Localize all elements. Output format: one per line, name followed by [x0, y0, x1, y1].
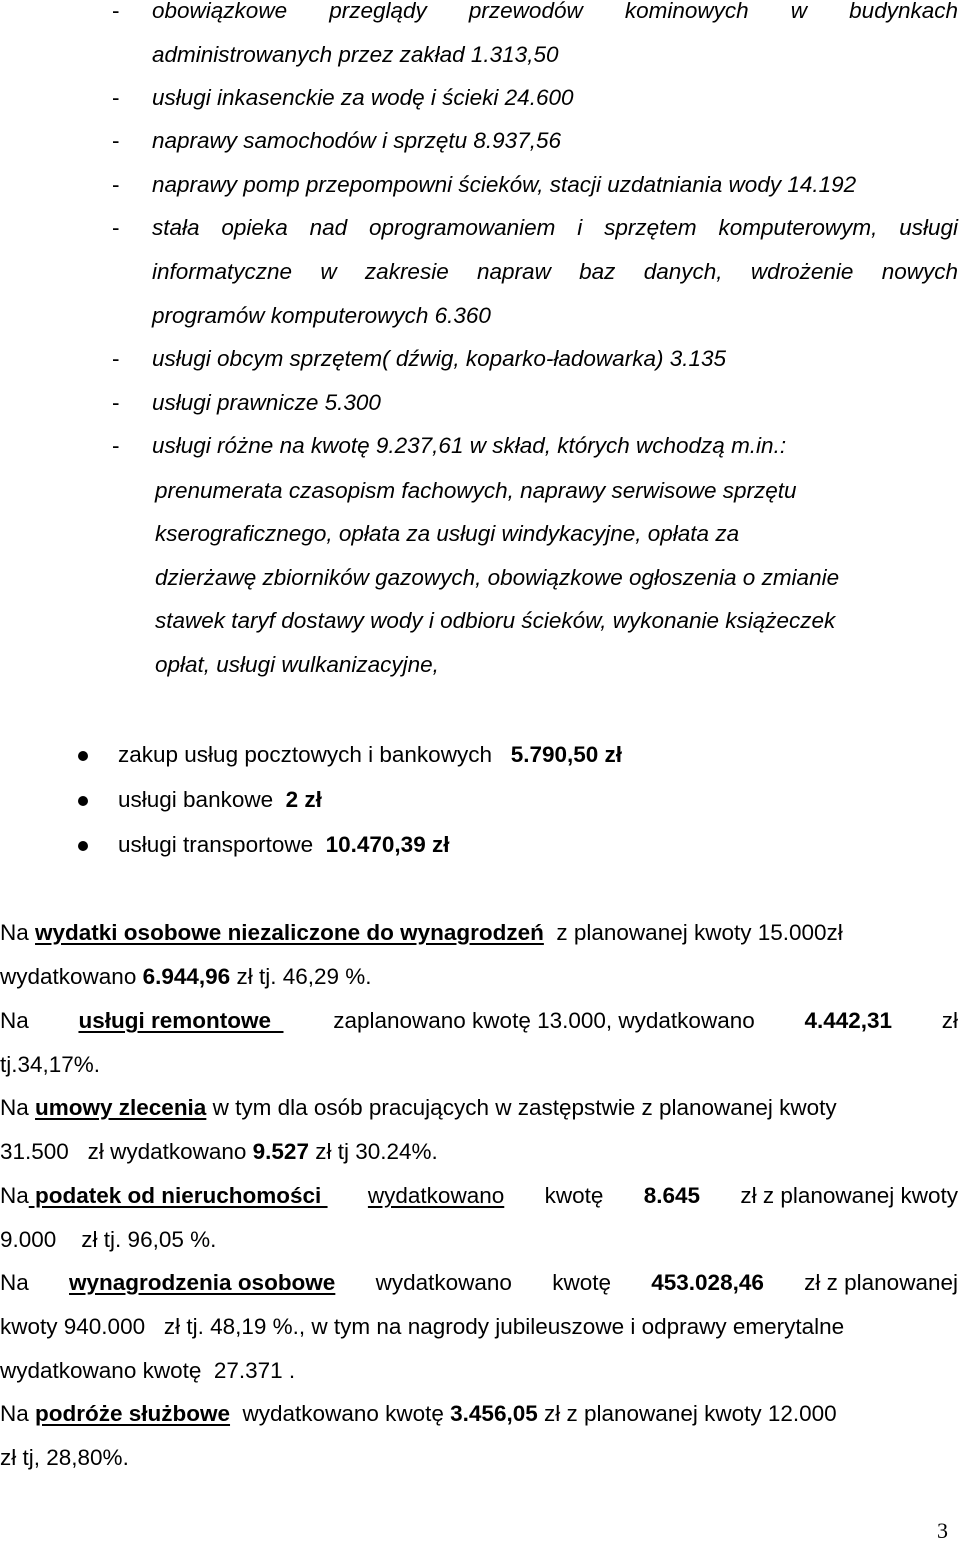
list-item-text: obowiązkowe przeglądy przewodów kominowych w budynkach [152, 0, 958, 23]
bullet-icon [78, 751, 88, 761]
continuation-line [0, 476, 960, 506]
list-item [0, 83, 960, 113]
paragraph-text: zł z planowanej [804, 1270, 958, 1295]
list-item [0, 213, 960, 243]
paragraph-text: zł tj. 46,29 %. [230, 964, 372, 989]
bullet-item [0, 740, 960, 770]
bullet-icon [78, 796, 88, 806]
bullet-value: 2 zł [285, 787, 322, 812]
list-item [0, 126, 960, 156]
list-item-text: usługi inkasenckie za wodę i ścieki 24.600 [152, 85, 574, 110]
bullet-value: 5.790,50 zł [510, 742, 623, 767]
paragraph-text: 31.500 zł wydatkowano [0, 1139, 253, 1164]
list-item-text: informatyczne w zakresie napraw baz danych, wdrożenie nowych [152, 259, 958, 284]
paragraph-topic: podatek od nieruchomości [28, 1183, 328, 1208]
list-item-continuation [0, 257, 960, 287]
paragraph-lead: Na [0, 1095, 36, 1120]
paragraph-topic: usługi remontowe [78, 1008, 284, 1033]
continuation-line [0, 606, 960, 636]
paragraph-text: w tym dla osób pracujących w zastępstwie z planowanej kwoty [206, 1095, 837, 1120]
paragraph-line [0, 1137, 958, 1167]
paragraph-text: wydatkowano [0, 964, 143, 989]
paragraph-line [0, 1181, 958, 1211]
continuation-text: kserograficznego, opłata za usługi windykacyjne, opłata za [155, 521, 740, 546]
list-item-text: administrowanych przez zakład 1.313,50 [152, 42, 559, 67]
paragraph-text: zł [941, 1008, 958, 1033]
paragraph-text: zaplanowano kwotę 13.000, wydatkowano [333, 1008, 755, 1033]
paragraph-text: wydatkowano kwotę [230, 1401, 451, 1426]
paragraph-text: zł tj, 28,80%. [0, 1445, 129, 1470]
paragraph-amount: 9.527 [252, 1139, 309, 1164]
bullet-icon [78, 841, 88, 851]
paragraph-line [0, 962, 958, 992]
list-item-text: usługi obcym sprzętem( dźwig, koparko-ładowarka) 3.135 [152, 346, 727, 371]
bullet-item [0, 785, 960, 815]
dash-marker: - [112, 433, 120, 458]
dash-marker: - [112, 0, 120, 23]
paragraph-topic: wynagrodzenia osobowe [69, 1270, 336, 1295]
paragraph-line [0, 1356, 958, 1386]
continuation-text: stawek taryf dostawy wody i odbioru ścieków, wykonanie książeczek [155, 608, 836, 633]
paragraph-text: zł z planowanej kwoty 12.000 [537, 1401, 837, 1426]
paragraph-text: kwotę [544, 1183, 604, 1208]
continuation-line [0, 650, 960, 680]
bullet-text: zakup usług pocztowych i bankowych [118, 742, 511, 767]
paragraph-text: wydatkowano kwotę 27.371 . [0, 1358, 296, 1383]
dash-marker: - [112, 85, 120, 110]
continuation-text: opłat, usługi wulkanizacyjne, [155, 652, 439, 677]
paragraph-text: zł z planowanej kwoty [740, 1183, 958, 1208]
paragraph-topic: podróże służbowe [35, 1401, 231, 1426]
paragraph-amount: 3.456,05 [450, 1401, 538, 1426]
continuation-text: dzierżawę zbiorników gazowych, obowiązkowe ogłoszenia o zmianie [155, 565, 840, 590]
paragraph-text: z planowanej kwoty 15.000zł [543, 920, 843, 945]
page-number: 3 [937, 1518, 948, 1543]
dash-marker: - [112, 390, 120, 415]
dash-marker: - [112, 172, 120, 197]
paragraph-text: wydatkowano [375, 1270, 512, 1295]
paragraph-line [0, 1050, 958, 1080]
paragraph-lead: Na [0, 1401, 36, 1426]
paragraph-line [0, 1443, 958, 1473]
list-item-text: naprawy samochodów i sprzętu 8.937,56 [152, 128, 561, 153]
continuation-line [0, 519, 960, 549]
list-item [0, 0, 960, 26]
paragraph-line [0, 1312, 958, 1342]
list-item [0, 344, 960, 374]
paragraph-text: kwotę [552, 1270, 611, 1295]
list-item-text: stała opieka nad oprogramowaniem i sprzętem komputerowym, usługi [152, 215, 958, 240]
paragraph-lead: Na [0, 1183, 29, 1208]
paragraph-topic: umowy zlecenia [35, 1095, 207, 1120]
bullet-value: 10.470,39 zł [325, 832, 450, 857]
list-item-text: programów komputerowych 6.360 [152, 303, 491, 328]
paragraph-text: kwoty 940.000 zł tj. 48,19 %., w tym na nagrody jubileuszowe i odprawy emerytalne [0, 1314, 845, 1339]
paragraph-lead: Na [0, 1008, 29, 1033]
paragraph-line [0, 1399, 958, 1429]
paragraph-amount: 4.442,31 [804, 1008, 893, 1033]
paragraph-text: 9.000 zł tj. 96,05 %. [0, 1227, 217, 1252]
dash-marker: - [112, 128, 120, 153]
paragraph-lead: Na [0, 1270, 29, 1295]
list-item-continuation [0, 301, 960, 331]
bullet-text: usługi transportowe [118, 832, 326, 857]
paragraph-line [0, 1268, 958, 1298]
paragraph-amount: 8.645 [643, 1183, 701, 1208]
paragraph-lead: Na [0, 920, 29, 945]
dash-marker: - [112, 215, 120, 240]
paragraph-topic: wydatki osobowe niezaliczone do wynagrodzeń [35, 920, 544, 945]
bullet-item [0, 830, 960, 860]
paragraph-amount: 6.944,96 [142, 964, 231, 989]
continuation-text: prenumerata czasopism fachowych, naprawy serwisowe sprzętu [155, 478, 797, 503]
paragraph-line [0, 918, 958, 948]
list-item-text: usługi prawnicze 5.300 [152, 390, 381, 415]
continuation-line [0, 563, 960, 593]
paragraph-text: tj.34,17%. [0, 1052, 101, 1077]
list-item [0, 170, 960, 200]
paragraph-line [0, 1093, 958, 1123]
list-item [0, 388, 960, 418]
list-item-text: usługi różne na kwotę 9.237,61 w skład, których wchodzą m.in.: [152, 433, 787, 458]
paragraph-amount: 453.028,46 [651, 1270, 764, 1295]
paragraph-line [0, 1225, 958, 1255]
list-item-continuation [0, 40, 960, 70]
list-item-text: naprawy pomp przepompowni ścieków, stacji uzdatniania wody 14.192 [152, 172, 857, 197]
paragraph-text: wydatkowano [367, 1183, 505, 1208]
paragraph-text: zł tj 30.24%. [308, 1139, 438, 1164]
dash-marker: - [112, 346, 120, 371]
list-item [0, 431, 960, 461]
paragraph-line [0, 1006, 958, 1036]
bullet-text: usługi bankowe [118, 787, 286, 812]
